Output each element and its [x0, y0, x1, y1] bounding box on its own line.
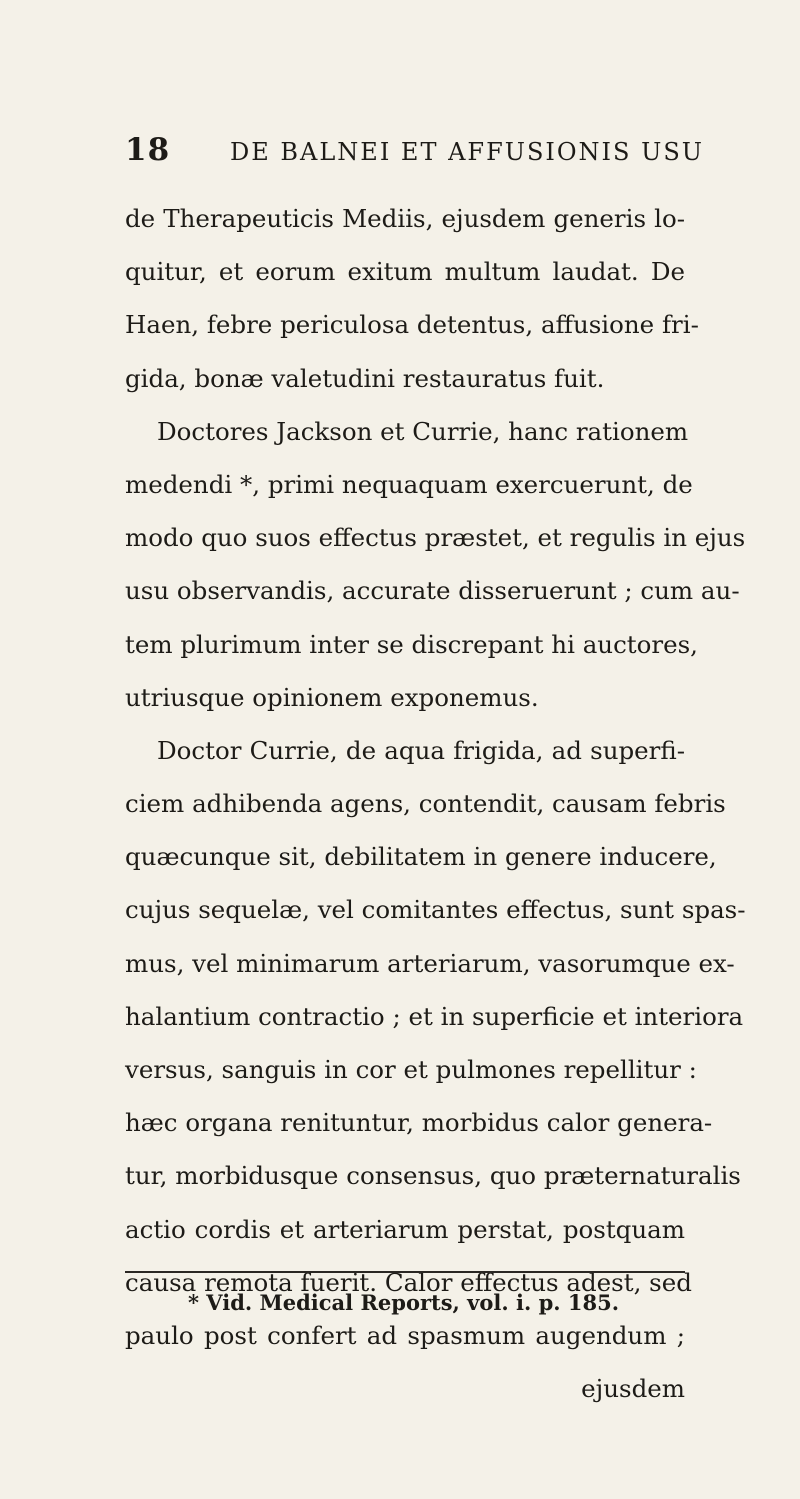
text-line: Doctores Jackson et Currie, hanc rationem — [157, 416, 689, 446]
text-line: mus, vel minimarum arteriarum, vasorumque ex- — [125, 948, 735, 978]
text-line: quæcunque sit, debilitatem in genere inducere, — [125, 842, 717, 872]
catchword: ejusdem — [581, 1374, 685, 1404]
text-line: Doctor Currie, de aqua frigida, ad superfi- — [157, 735, 685, 765]
text-line: actio cordis et arteriarum perstat, postquam — [125, 1214, 685, 1244]
text-line: versus, sanguis in cor et pulmones repellitur : — [125, 1055, 697, 1084]
body-text — [125, 192, 746, 1415]
text-line: paulo post confert ad spasmum augendum ; — [125, 1320, 685, 1350]
page-header — [125, 128, 704, 172]
footnote-rule — [125, 1271, 685, 1273]
text-line: halantium contractio ; et in superficie et interiora — [125, 1001, 744, 1031]
text-line: ciem adhibenda agens, contendit, causam febris — [125, 789, 726, 819]
page-number: 18 — [125, 132, 171, 168]
text-line: de Therapeuticis Mediis, ejusdem generis lo- — [125, 204, 685, 233]
footnote: * Vid. Medical Reports, vol. i. p. 185. — [188, 1290, 620, 1315]
text-line: medendi *, primi nequaquam exercuerunt, de — [125, 469, 693, 499]
text-line: cujus sequelæ, vel comitantes effectus, sunt spas- — [125, 895, 746, 925]
text-line: tem plurimum inter se discrepant hi auctores, — [125, 629, 698, 659]
text-line: hæc organa renituntur, morbidus calor genera- — [125, 1108, 713, 1138]
running-title: DE BALNEI ET AFFUSIONIS USU — [230, 138, 704, 166]
text-line: quitur, et eorum exitum multum laudat. De — [125, 257, 685, 287]
text-line: Haen, febre periculosa detentus, affusione fri- — [125, 310, 699, 340]
text-line: utriusque opinionem exponemus. — [125, 682, 539, 712]
text-line: causa remota fuerit. Calor effectus adest, sed — [125, 1267, 692, 1297]
text-line: modo quo suos effectus præstet, et regulis in ejus — [125, 523, 746, 553]
text-line: gida, bonæ valetudini restauratus fuit. — [125, 363, 605, 393]
text-line: usu observandis, accurate disseruerunt ; cum au- — [125, 576, 740, 606]
text-line: tur, morbidusque consensus, quo præternaturalis — [125, 1161, 741, 1191]
